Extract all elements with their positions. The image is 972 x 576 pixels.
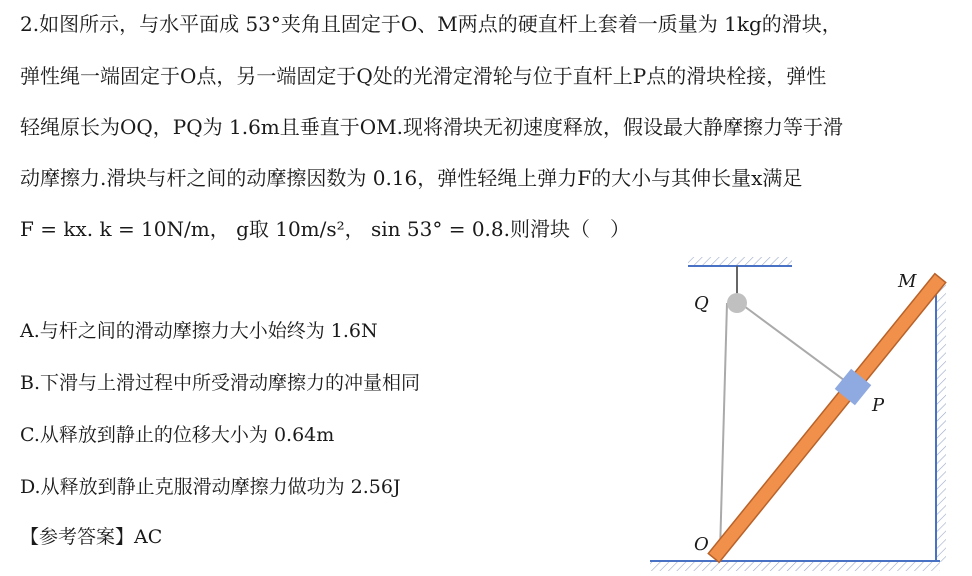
label-o: O	[694, 534, 709, 555]
rod	[708, 274, 945, 563]
label-m: M	[898, 271, 917, 292]
label-q: Q	[694, 293, 709, 314]
cord-oq	[720, 303, 727, 552]
pulley	[727, 293, 747, 313]
question-line-1: 2.如图所示，与水平面成 53°夹角且固定于O、M两点的硬直杆上套着一质量为 1kg的滑块，	[20, 12, 842, 36]
question-line-3: 轻绳原长为OQ，PQ为 1.6m且垂直于OM.现将滑块无初速度释放，假设最大静摩擦力等于滑	[20, 115, 844, 139]
question-line-2: 弹性绳一端固定于O点，另一端固定于Q处的光滑定滑轮与位于直杆上P点的滑块栓接，弹性	[20, 64, 827, 88]
answer-line: 【参考答案】AC	[20, 526, 163, 548]
option-c: C.从释放到静止的位移大小为 0.64m	[20, 424, 335, 446]
ceiling-hatch	[688, 257, 792, 266]
option-d: D.从释放到静止克服滑动摩擦力做功为 2.56J	[20, 476, 401, 498]
cord-qp	[744, 306, 852, 386]
ground-hatch	[650, 561, 940, 571]
question-line-4: 动摩擦力.滑块与杆之间的动摩擦因数为 0.16，弹性轻绳上弹力F的大小与其伸长量x满足	[20, 166, 803, 190]
wall-hatch	[936, 284, 946, 562]
option-a: A.与杆之间的滑动摩擦力大小始终为 1.6N	[20, 320, 378, 342]
question-line-5: F = kx. k = 10N/m， g取 10m/s²， sin 53° = 0.8.则滑块（ ）	[20, 217, 630, 241]
option-b: B.下滑与上滑过程中所受滑动摩擦力的冲量相同	[20, 372, 421, 394]
label-p: P	[872, 395, 885, 416]
